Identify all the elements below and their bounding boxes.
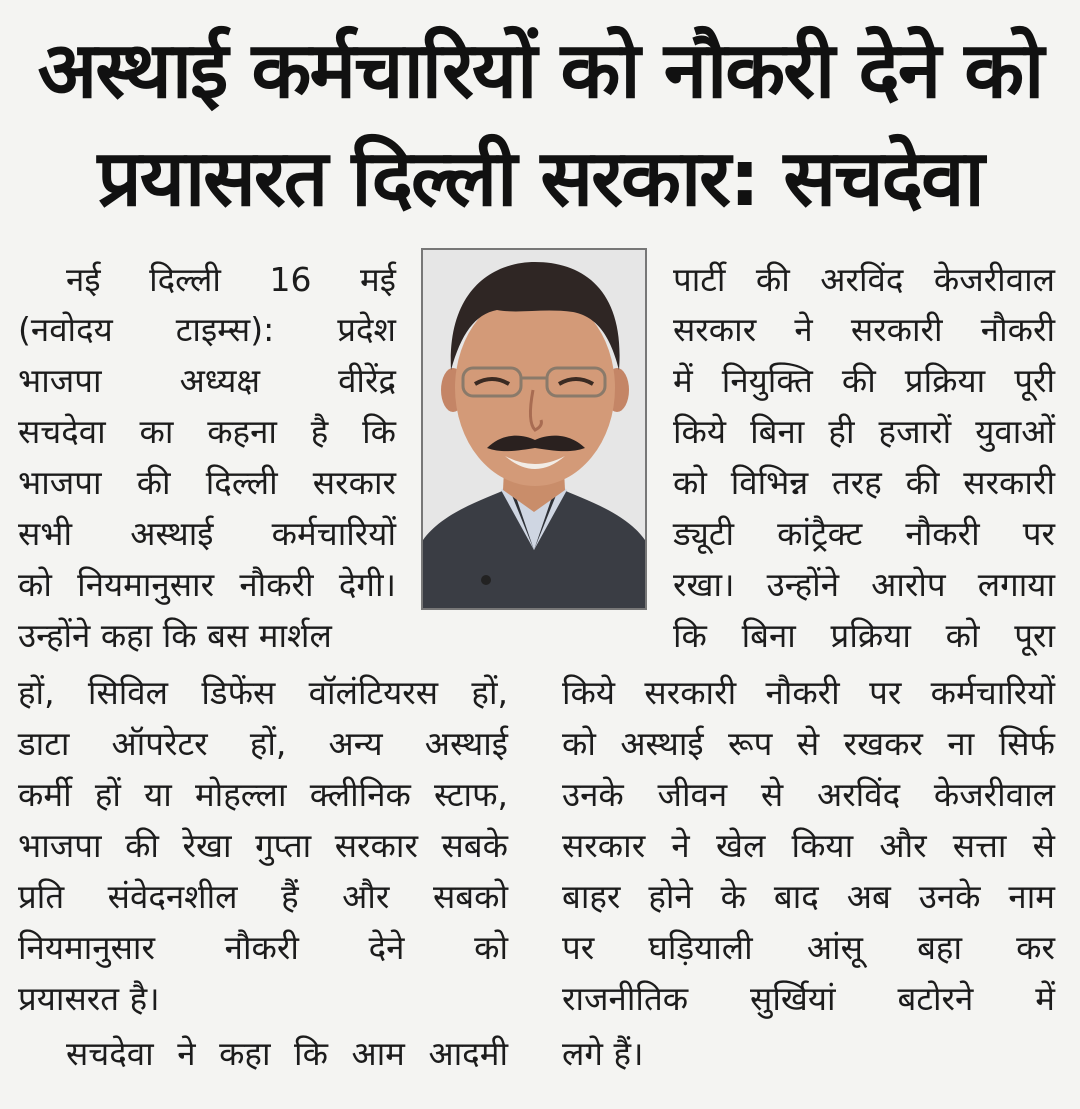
- text-line: किये बिना ही हजारों युवाओं: [673, 412, 1055, 451]
- text-line: में नियुक्ति की प्रक्रिया पूरी: [673, 361, 1055, 400]
- portrait-photo: [421, 248, 647, 610]
- text-line: डाटा ऑपरेटर हों, अन्य अस्थाई: [18, 724, 508, 763]
- text-line: भाजपा अध्यक्ष वीरेंद्र: [18, 361, 396, 400]
- text-line: लगे हैं।: [562, 1034, 644, 1073]
- text-line: प्रयासरत है।: [18, 979, 160, 1018]
- text-line: कि बिना प्रक्रिया को पूरा: [673, 616, 1055, 655]
- text-line: को अस्थाई रूप से रखकर ना सिर्फ: [562, 724, 1055, 763]
- text-line: राजनीतिक सुर्खियां बटोरने में: [562, 979, 1055, 1018]
- text-line: सरकार ने सरकारी नौकरी: [673, 310, 1055, 349]
- text-line: भाजपा की रेखा गुप्ता सरकार सबके: [18, 826, 508, 865]
- text-line: (नवोदय टाइम्स): प्रदेश: [18, 310, 396, 349]
- text-line: प्रति संवेदनशील हैं और सबको: [18, 877, 508, 916]
- headline-line-2: प्रयासरत दिल्ली सरकार: सचदेवा: [97, 134, 983, 224]
- text-line: भाजपा की दिल्ली सरकार: [18, 463, 396, 502]
- text-line: नियमानुसार नौकरी देने को: [18, 928, 508, 967]
- text-line: को नियमानुसार नौकरी देगी।: [18, 565, 396, 604]
- text-line: पार्टी की अरविंद केजरीवाल: [673, 260, 1055, 299]
- text-line: सचदेवा का कहना है कि: [18, 412, 396, 451]
- text-line: नई दिल्ली 16 मई: [66, 260, 396, 299]
- text-line: ड्यूटी कांट्रैक्ट नौकरी पर: [673, 514, 1055, 553]
- text-line: उनके जीवन से अरविंद केजरीवाल: [562, 775, 1055, 814]
- headline-line-1: अस्थाई कर्मचारियों को नौकरी देने को: [37, 26, 1043, 116]
- text-line: सचदेवा ने कहा कि आम आदमी: [66, 1034, 508, 1073]
- text-line: पर घड़ियाली आंसू बहा कर: [562, 928, 1055, 967]
- text-line: उन्होंने कहा कि बस मार्शल: [18, 616, 332, 655]
- text-line: सभी अस्थाई कर्मचारियों: [18, 514, 396, 553]
- text-line: सरकार ने खेल किया और सत्ता से: [562, 826, 1055, 865]
- text-line: किये सरकारी नौकरी पर कर्मचारियों: [562, 673, 1055, 712]
- text-line: बाहर होने के बाद अब उनके नाम: [562, 877, 1055, 916]
- text-line: को विभिन्न तरह की सरकारी: [673, 463, 1055, 502]
- portrait-illustration: [423, 250, 645, 608]
- text-line: कर्मी हों या मोहल्ला क्लीनिक स्टाफ,: [18, 775, 508, 814]
- text-line: रखा। उन्होंने आरोप लगाया: [673, 565, 1055, 604]
- text-line: हों, सिविल डिफेंस वॉलंटियरस हों,: [18, 673, 508, 712]
